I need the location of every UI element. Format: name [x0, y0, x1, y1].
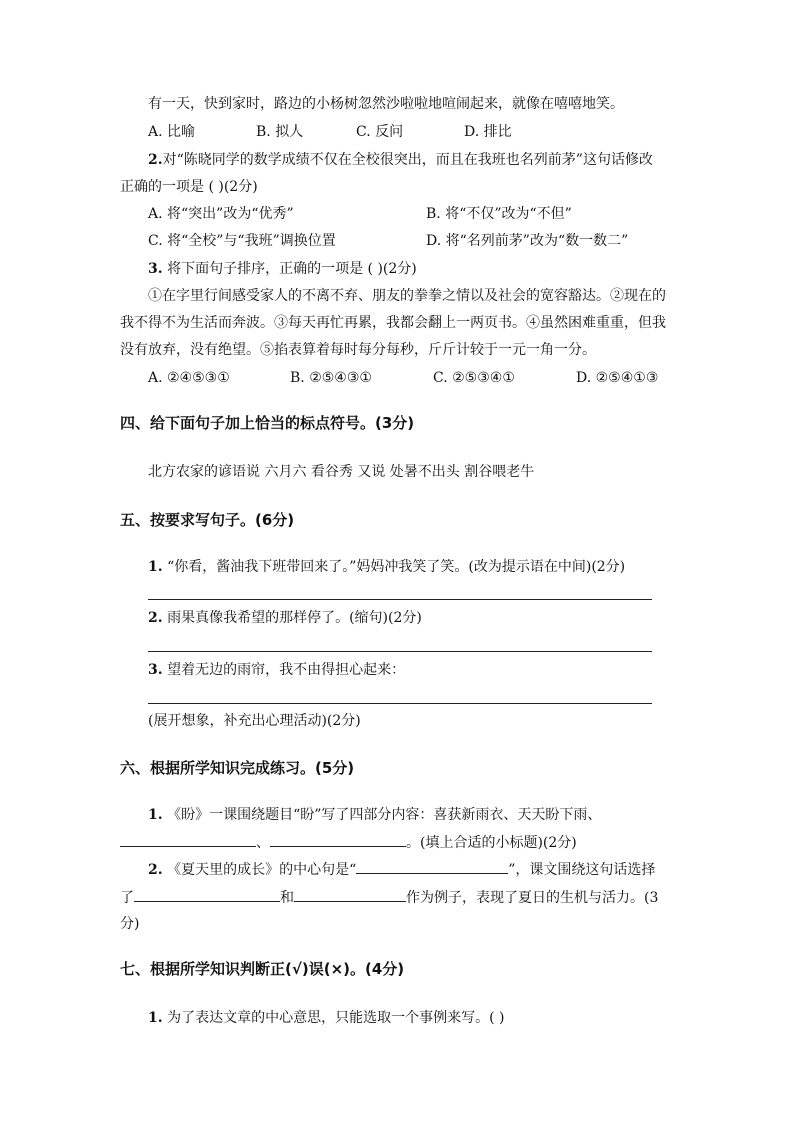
q1-option-d: D. 排比 [464, 124, 512, 140]
s5-q1-number: 1. [148, 559, 163, 575]
answer-line[interactable] [148, 651, 652, 652]
q3-option-c: C. ②⑤③④① [433, 370, 515, 386]
s5-q3-text: 望着无边的雨帘，我不由得担心起来： [167, 662, 406, 678]
q2-option-b: B. 将“不仅”改为“不但” [426, 206, 572, 222]
s6-q1-tail: 。(填上合适的小标题)(2分) [406, 835, 577, 851]
q3-option-b: B. ②⑤④③① [290, 370, 372, 386]
section-6-heading: 六、根据所学知识完成练习。(5分) [120, 759, 355, 777]
s5-q1-text: “你看，酱油我下班带回来了。”妈妈冲我笑了笑。(改为提示语在中间)(2分) [167, 559, 626, 575]
s5-q3 [148, 660, 405, 680]
q3-option-a: A. ②④⑤③① [148, 370, 230, 386]
s6-q2-b: ”，课文围绕这句话选择 [508, 862, 656, 878]
fill-blank[interactable] [120, 832, 256, 847]
q3-body-line3: 没有放弃，没有绝望。⑤掐表算着每时每分每秒，斤斤计较于一元一角一分。 [120, 342, 596, 358]
q3-body-line2: 我不得不为生活而奔波。③每天再忙再累，我都会翻上一两页书。④虽然困难重重，但我 [120, 315, 666, 331]
s6-q2-number: 2. [148, 862, 163, 878]
q1-option-b: B. 拟人 [256, 124, 304, 140]
q3-number: 3. [148, 261, 163, 277]
q3-line1: 将下面句子排序，正确的一项是 ( )(2分) [167, 261, 417, 277]
q3-body-line1: ①在字里行间感受家人的不离不弃、朋友的拳拳之情以及社会的宽容豁达。②现在的 [148, 288, 666, 304]
fill-blank[interactable] [294, 887, 406, 902]
q2-option-d: D. 将“名列前茅”改为“数一数二” [426, 233, 629, 249]
q3-question [148, 259, 417, 279]
q2-option-a: A. 将“突出”改为“优秀” [148, 206, 294, 222]
q1-option-c: C. 反问 [356, 124, 404, 140]
s6-q1-line2 [120, 832, 577, 853]
s5-q2-number: 2. [148, 610, 163, 626]
section-4-sentence: 北方农家的谚语说 六月六 看谷秀 又说 处暑不出头 割谷喂老牛 [148, 464, 535, 480]
s6-q1-line1: 《盼》一课围绕题目“盼”写了四部分内容：喜获新雨衣、天天盼下雨、 [167, 807, 602, 823]
q1-option-a: A. 比喻 [148, 124, 196, 140]
s6-q2-d: 和 [280, 890, 294, 906]
s5-q2 [148, 608, 422, 628]
s6-q1 [148, 805, 601, 825]
s7-q1-number: 1. [148, 1010, 163, 1026]
q2-number: 2. [148, 152, 163, 168]
s5-q3-number: 3. [148, 662, 163, 678]
s7-q1-text: 为了表达文章的中心意思，只能选取一个事例来写。( ) [167, 1010, 505, 1026]
section-4-heading: 四、给下面句子加上恰当的标点符号。(3分) [120, 414, 415, 432]
s6-q2-e: 作为例子，表现了夏日的生机与活力。(3 [406, 890, 659, 906]
q2-line2: 正确的一项是 ( )(2分) [120, 179, 258, 195]
s7-q1 [148, 1008, 504, 1028]
s6-q1-number: 1. [148, 807, 163, 823]
q2-option-c: C. 将“全校”与“我班”调换位置 [148, 233, 336, 249]
fill-blank[interactable] [356, 859, 508, 874]
q2-line1: 对“陈晓同学的数学成绩不仅在全校很突出，而且在我班也名列前茅”这句话修改 [162, 152, 653, 168]
s5-q1 [148, 557, 625, 577]
s6-q2-line2 [120, 887, 658, 908]
section-5-heading: 五、按要求写句子。(6分) [120, 511, 295, 529]
q2-question [148, 150, 653, 170]
answer-line[interactable] [148, 599, 652, 600]
s5-q2-text: 雨果真像我希望的那样停了。(缩句)(2分) [167, 610, 422, 626]
s6-q2 [148, 859, 655, 880]
s6-q2-f: 分) [120, 916, 140, 932]
s6-q2-c: 了 [120, 890, 134, 906]
s5-q3-note: (展开想象，补充出心理活动)(2分) [148, 713, 361, 729]
section-7-heading: 七、根据所学知识判断正(√)误(×)。(4分) [120, 960, 405, 978]
fill-blank[interactable] [134, 887, 280, 902]
answer-line[interactable] [148, 703, 652, 704]
fill-blank[interactable] [270, 832, 406, 847]
s6-q2-a: 《夏天里的成长》的中心句是“ [167, 862, 357, 878]
s6-q1-sep: 、 [256, 835, 270, 851]
q1-sentence: 有一天，快到家时，路边的小杨树忽然沙啦啦地喧闹起来，就像在嘻嘻地笑。 [148, 96, 624, 112]
q3-option-d: D. ②⑤④①③ [576, 370, 659, 386]
